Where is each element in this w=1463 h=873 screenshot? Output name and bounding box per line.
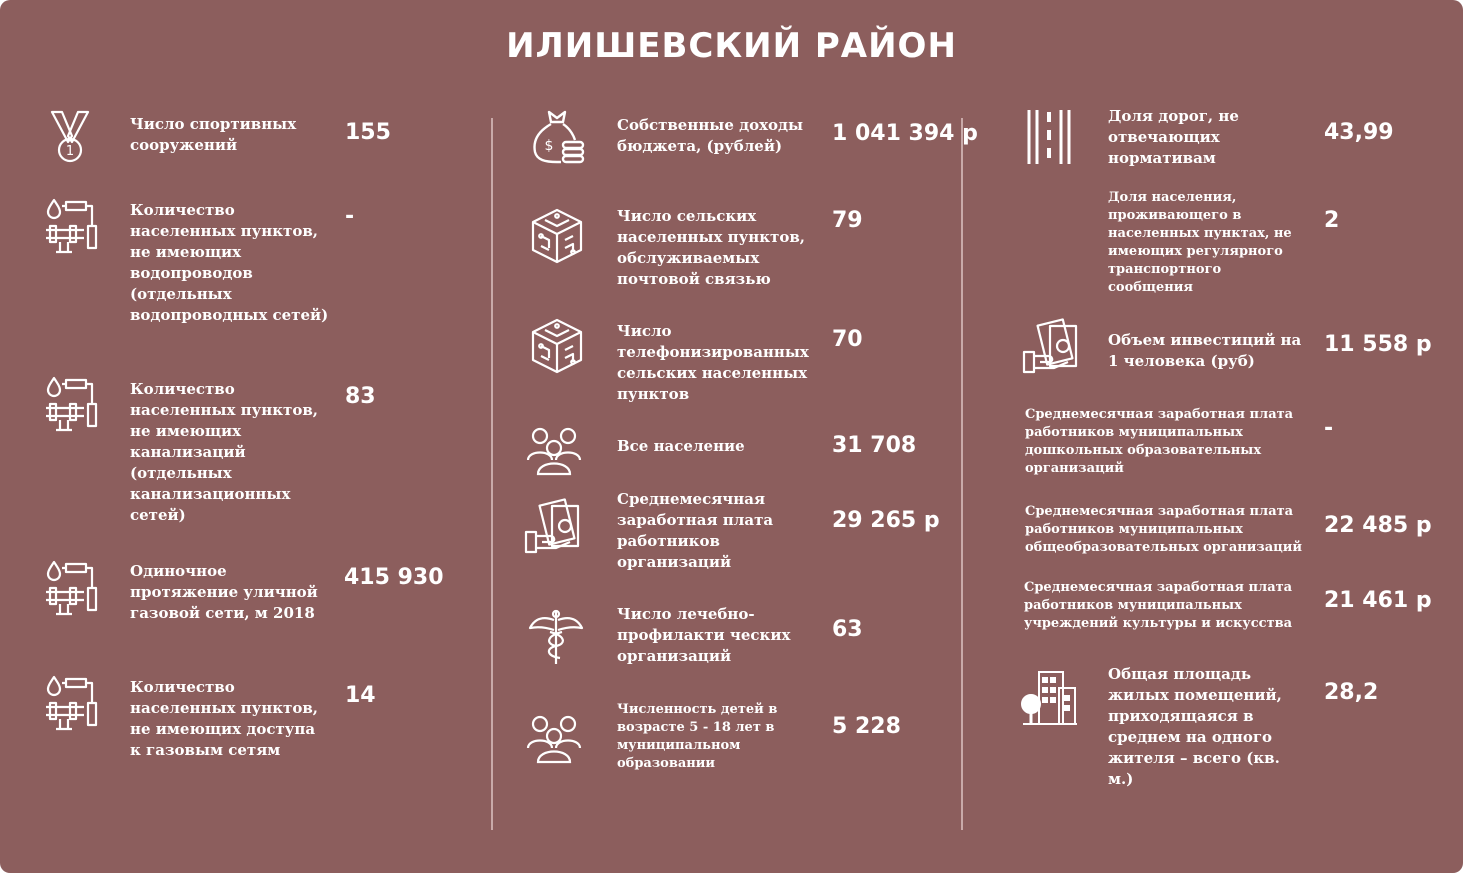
- stat-label: Число спортивных сооружений: [130, 115, 297, 154]
- stat-label: Среднемесячная заработная плата работников муниципальных учреждений культуры и искусства: [1024, 580, 1293, 631]
- stat-label: Среднемесячная заработная плата работников муниципальных общеобразовательных организаций: [1025, 504, 1303, 555]
- salary-icon: [522, 496, 582, 556]
- stat-value: 43,99: [1324, 120, 1394, 145]
- pipes-icon: [40, 558, 100, 618]
- medal-icon: [40, 106, 100, 166]
- stat-label: Среднемесячная заработная плата работников муниципальных дошкольных образовательных организаций: [1025, 407, 1294, 476]
- stat-value: 70: [832, 327, 863, 352]
- column-divider: [961, 118, 963, 830]
- stat-label: Доля дорог, не отвечающих нормативам: [1108, 107, 1239, 167]
- money-bag-icon: [527, 106, 587, 166]
- stat-value: 11 558 р: [1324, 332, 1432, 357]
- stat-value: 14: [345, 683, 376, 708]
- stat-label: Все население: [617, 437, 745, 455]
- stat-value: 415 930: [344, 565, 444, 590]
- stat-label: Среднемесячная заработная плата работников организаций: [617, 490, 774, 571]
- salary-icon: [1020, 316, 1080, 376]
- circuit-cube-icon: [527, 206, 587, 266]
- stat-label: Число телефонизированных сельских населенных пунктов: [617, 322, 809, 403]
- pipes-icon: [40, 374, 100, 434]
- stat-value: 63: [832, 617, 863, 642]
- stat-value: 2: [1324, 208, 1340, 233]
- stat-value: 31 708: [832, 433, 917, 458]
- stat-label: Общая площадь жилых помещений, приходящаяся в среднем на одного жителя – всего (кв. м.): [1108, 665, 1282, 788]
- column-divider: [491, 118, 493, 830]
- stat-label: Количество населенных пунктов, не имеющих доступа к газовым сетям: [130, 678, 318, 759]
- stat-value: 155: [345, 120, 391, 145]
- people-icon: [524, 708, 584, 768]
- stat-label: Число сельских населенных пунктов, обслуживаемых почтовой связью: [617, 207, 805, 288]
- stat-label: Доля населения, проживающего в населенных пунктах, не имеющих регулярного транспортного сообщения: [1108, 190, 1292, 295]
- road-icon: [1019, 106, 1079, 166]
- stat-value: 28,2: [1324, 680, 1379, 705]
- stat-label: Количество населенных пунктов, не имеющих канализаций (отдельных канализационных сетей): [130, 380, 318, 524]
- stat-value: -: [345, 204, 355, 229]
- pipes-icon: [40, 196, 100, 256]
- pipes-icon: [40, 673, 100, 733]
- stat-value: -: [1324, 416, 1334, 441]
- circuit-cube-icon: [527, 316, 587, 376]
- stat-value: 5 228: [832, 714, 901, 739]
- caduceus-icon: [526, 606, 586, 666]
- building-icon: [1019, 668, 1079, 728]
- page-title: ИЛИШЕВСКИЙ РАЙОН: [506, 26, 957, 66]
- stat-value: 83: [345, 384, 376, 409]
- stat-value: 21 461 р: [1324, 588, 1432, 613]
- stat-label: Количество населенных пунктов, не имеющих водопроводов (отдельных водопроводных сетей): [130, 201, 329, 324]
- stat-value: 22 485 р: [1324, 513, 1432, 538]
- stat-value: 79: [832, 208, 863, 233]
- stat-value: 1 041 394 р: [832, 121, 978, 146]
- stat-label: Одиночное протяжение уличной газовой сети, м 2018: [130, 562, 318, 622]
- people-icon: [524, 420, 584, 480]
- stat-label: Собственные доходы бюджета, (рублей): [617, 116, 804, 155]
- stat-label: Объем инвестиций на 1 человека (руб): [1108, 331, 1302, 370]
- stat-value: 29 265 р: [832, 508, 940, 533]
- stat-label: Число лечебно-профилакти ческих организаций: [617, 605, 791, 665]
- stat-label: Численность детей в возрасте 5 - 18 лет в муниципальном образовании: [617, 702, 778, 771]
